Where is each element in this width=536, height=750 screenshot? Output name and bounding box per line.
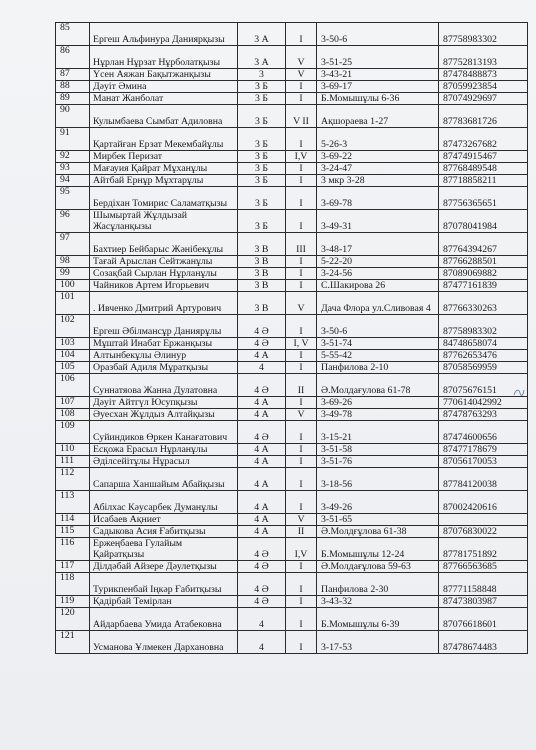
phone-number-cell: 87059923854 <box>439 81 528 93</box>
student-name-cell: Мирбек Перизат <box>90 151 238 163</box>
phone-number-cell: 87718858211 <box>439 175 528 187</box>
phone-number-cell: 87473267682 <box>439 128 528 151</box>
table-row <box>56 268 528 280</box>
shift-cell: I,V <box>286 151 317 163</box>
row-number-cell: 93 <box>56 163 90 175</box>
student-name-cell: Дәуіт Айтгүл Юсупқызы <box>90 397 238 409</box>
table-row <box>56 292 528 315</box>
table-row <box>56 468 528 491</box>
table-row <box>56 538 528 561</box>
table-row <box>56 374 528 397</box>
address-cell: 3-51-25 <box>317 46 439 69</box>
class-name-cell: 4 А <box>238 491 286 514</box>
class-name-cell: 4 Ә <box>238 573 286 596</box>
address-cell: 3-51-65 <box>317 514 439 526</box>
table-row <box>56 526 528 538</box>
phone-number-cell: 87766330263 <box>439 292 528 315</box>
student-name-cell: Алтынбекұлы Әлинур <box>90 350 238 362</box>
shift-cell: V <box>286 69 317 81</box>
phone-number-cell: 87771158848 <box>439 573 528 596</box>
address-cell: 3-69-22 <box>317 151 439 163</box>
student-name-cell: Шымыртай Жұлдызай Жасұланқызы <box>90 210 238 233</box>
address-cell: 3-48-17 <box>317 233 439 256</box>
phone-number-cell: 87762653476 <box>439 350 528 362</box>
row-number-cell: 107 <box>56 397 90 409</box>
row-number-cell: 111 <box>56 456 90 468</box>
shift-cell: I <box>286 256 317 268</box>
table-row <box>56 128 528 151</box>
shift-cell: V <box>286 46 317 69</box>
class-name-cell: 4 Ә <box>238 421 286 444</box>
shift-cell: I <box>286 210 317 233</box>
class-name-cell: 3 В <box>238 268 286 280</box>
row-number-cell: 109 <box>56 421 90 444</box>
student-name-cell: Суннатяова Жанна Дулатовна <box>90 374 238 397</box>
class-name-cell: 3 А <box>238 46 286 69</box>
address-cell: 3-69-78 <box>317 187 439 210</box>
table-row <box>56 338 528 350</box>
shift-cell: I <box>286 596 317 608</box>
table-row <box>56 23 528 46</box>
address-cell: 3-49-78 <box>317 409 439 421</box>
student-name-cell: Ділдәбай Айзере Дәулетқызы <box>90 561 238 573</box>
table-row <box>56 69 528 81</box>
shift-cell: I <box>286 268 317 280</box>
table-row <box>56 46 528 69</box>
address-cell: 3-24-47 <box>317 163 439 175</box>
shift-cell: I <box>286 81 317 93</box>
row-number-cell: 97 <box>56 233 90 256</box>
student-name-cell: Созақбай Сырлан Нұрланұлы <box>90 268 238 280</box>
row-number-cell: 103 <box>56 338 90 350</box>
address-cell: Ә.Молдағулова 61-78 <box>317 374 439 397</box>
class-name-cell: 3 Б <box>238 93 286 105</box>
table-row <box>56 210 528 233</box>
shift-cell: I <box>286 362 317 374</box>
address-cell: 3-43-32 <box>317 596 439 608</box>
phone-number-cell: 87758983302 <box>439 315 528 338</box>
class-name-cell: 3 Б <box>238 163 286 175</box>
row-number-cell: 88 <box>56 81 90 93</box>
shift-cell: I <box>286 163 317 175</box>
shift-cell: V <box>286 409 317 421</box>
address-cell: 3-51-74 <box>317 338 439 350</box>
row-number-cell: 91 <box>56 128 90 151</box>
phone-number-cell: 87076618601 <box>439 608 528 631</box>
shift-cell: I <box>286 280 317 292</box>
shift-cell: III <box>286 233 317 256</box>
row-number-cell: 90 <box>56 105 90 128</box>
class-name-cell: 4 А <box>238 397 286 409</box>
student-name-cell: Сапарша Ханшайым Абайқызы <box>90 468 238 491</box>
shift-cell: II <box>286 374 317 397</box>
phone-number-cell: 770614042992 <box>439 397 528 409</box>
phone-number-cell: 87474600656 <box>439 421 528 444</box>
phone-number-cell: 87474915467 <box>439 151 528 163</box>
row-number-cell: 106 <box>56 374 90 397</box>
phone-number-cell: 87478488873 <box>439 69 528 81</box>
phone-number-cell: 87478674483 <box>439 631 528 654</box>
class-name-cell: 3 Б <box>238 81 286 93</box>
class-name-cell: 3 Б <box>238 128 286 151</box>
table-row <box>56 163 528 175</box>
class-name-cell: 4 А <box>238 526 286 538</box>
address-cell: Б.Момышұлы 12-24 <box>317 538 439 561</box>
table-row <box>56 456 528 468</box>
pen-mark <box>512 386 526 398</box>
student-roster-table <box>55 22 528 654</box>
class-name-cell: 4 Ә <box>238 561 286 573</box>
table-row <box>56 421 528 444</box>
address-cell: Б.Момышұлы 6-39 <box>317 608 439 631</box>
student-name-cell: Нұрлан Нұрзат Нұрболатқызы <box>90 46 238 69</box>
address-cell: 5-55-42 <box>317 350 439 362</box>
phone-number-cell: 87056170053 <box>439 456 528 468</box>
address-cell: Панфилова 2-10 <box>317 362 439 374</box>
shift-cell: I <box>286 444 317 456</box>
student-name-cell: Дәуіт Әмина <box>90 81 238 93</box>
student-name-cell: Қартайған Ерзат Мекембайұлы <box>90 128 238 151</box>
phone-number-cell: 87783681726 <box>439 105 528 128</box>
address-cell: Б.Момышұлы 6-36 <box>317 93 439 105</box>
address-cell: Ақшораева 1-27 <box>317 105 439 128</box>
shift-cell: I <box>286 187 317 210</box>
address-cell: 3-18-56 <box>317 468 439 491</box>
shift-cell: I <box>286 456 317 468</box>
phone-number-cell: 87089069882 <box>439 268 528 280</box>
shift-cell: I <box>286 491 317 514</box>
table-row <box>56 444 528 456</box>
shift-cell: II <box>286 526 317 538</box>
row-number-cell: 117 <box>56 561 90 573</box>
student-name-cell: Ергеш Альфинура Даниярқызы <box>90 23 238 46</box>
address-cell: 3-24-56 <box>317 268 439 280</box>
phone-number-cell: 87756365651 <box>439 187 528 210</box>
address-cell: 3-50-6 <box>317 23 439 46</box>
phone-number-cell: 87766288501 <box>439 256 528 268</box>
shift-cell: I <box>286 128 317 151</box>
row-number-cell: 108 <box>56 409 90 421</box>
class-name-cell: 4 А <box>238 409 286 421</box>
phone-number-cell: 87076830022 <box>439 526 528 538</box>
student-name-cell: Манат Жанболат <box>90 93 238 105</box>
class-name-cell: 4 Ә <box>238 338 286 350</box>
table-row <box>56 81 528 93</box>
student-name-cell: Есқожа Ерасыл Нұрланұлы <box>90 444 238 456</box>
table-row <box>56 315 528 338</box>
student-name-cell: Айтбай Ернұр Мұхтарұлы <box>90 175 238 187</box>
student-name-cell: Абілхас Кәусарбек Думанұлы <box>90 491 238 514</box>
row-number-cell: 100 <box>56 280 90 292</box>
student-name-cell: Бахтиер Бейбарыс Жәнібекұлы <box>90 233 238 256</box>
table-row <box>56 105 528 128</box>
student-name-cell: Кулымбаева Сымбат Адиловна <box>90 105 238 128</box>
class-name-cell: 3 Б <box>238 175 286 187</box>
shift-cell: V <box>286 292 317 315</box>
student-name-cell: Чайников Артем Игорьевич <box>90 280 238 292</box>
address-cell: 3-43-21 <box>317 69 439 81</box>
table-row <box>56 280 528 292</box>
shift-cell: I <box>286 608 317 631</box>
class-name-cell: 3 Б <box>238 210 286 233</box>
shift-cell: I, V <box>286 338 317 350</box>
row-number-cell: 120 <box>56 608 90 631</box>
student-name-cell: Усманова Ұлмекен Дархановна <box>90 631 238 654</box>
address-cell: 3-51-58 <box>317 444 439 456</box>
table-row <box>56 151 528 163</box>
shift-cell: I <box>286 175 317 187</box>
row-number-cell: 85 <box>56 23 90 46</box>
class-name-cell: 4 Ә <box>238 596 286 608</box>
class-name-cell: 4 А <box>238 468 286 491</box>
student-name-cell: Турикпенбай Іңкәр Ғабитқызы <box>90 573 238 596</box>
student-name-cell: Ергеш Әбілмансұр Даниярұлы <box>90 315 238 338</box>
table-row <box>56 608 528 631</box>
row-number-cell: 95 <box>56 187 90 210</box>
row-number-cell: 98 <box>56 256 90 268</box>
student-name-cell: Оразбай Адиля Мұратқызы <box>90 362 238 374</box>
address-cell: 3-51-76 <box>317 456 439 468</box>
table-row <box>56 561 528 573</box>
row-number-cell: 96 <box>56 210 90 233</box>
address-cell: Ә.Молдағұлова 59-63 <box>317 561 439 573</box>
student-name-cell: . Ивченко Дмитрий Артурович <box>90 292 238 315</box>
phone-number-cell: 87002420616 <box>439 491 528 514</box>
row-number-cell: 87 <box>56 69 90 81</box>
address-cell: 3-17-53 <box>317 631 439 654</box>
table-row <box>56 409 528 421</box>
roster-body <box>56 23 528 654</box>
class-name-cell: 4 А <box>238 456 286 468</box>
table-row <box>56 187 528 210</box>
row-number-cell: 113 <box>56 491 90 514</box>
shift-cell: I <box>286 421 317 444</box>
row-number-cell: 116 <box>56 538 90 561</box>
class-name-cell: 4 <box>238 608 286 631</box>
class-name-cell: 3 Б <box>238 105 286 128</box>
student-name-cell: Мағауия Қайрат Мұханұлы <box>90 163 238 175</box>
student-name-cell: Әділсейітұлы Нұрасыл <box>90 456 238 468</box>
class-name-cell: 4 <box>238 362 286 374</box>
class-name-cell: 4 Ә <box>238 315 286 338</box>
phone-number-cell: 87058569959 <box>439 362 528 374</box>
row-number-cell: 94 <box>56 175 90 187</box>
table-row <box>56 175 528 187</box>
shift-cell: V <box>286 514 317 526</box>
class-name-cell: 3 Б <box>238 187 286 210</box>
row-number-cell: 112 <box>56 468 90 491</box>
table-row <box>56 491 528 514</box>
student-name-cell: Айдарбаева Умида Атабековна <box>90 608 238 631</box>
shift-cell: I <box>286 93 317 105</box>
shift-cell: I <box>286 573 317 596</box>
address-cell: Ә.Молдғұлова 61-38 <box>317 526 439 538</box>
student-name-cell: Үсен Аяжан Бақытжанқызы <box>90 69 238 81</box>
class-name-cell: 3 В <box>238 256 286 268</box>
table-row <box>56 573 528 596</box>
shift-cell: I <box>286 23 317 46</box>
row-number-cell: 101 <box>56 292 90 315</box>
shift-cell: I <box>286 397 317 409</box>
row-number-cell: 119 <box>56 596 90 608</box>
class-name-cell: 3 <box>238 69 286 81</box>
class-name-cell: 4 А <box>238 514 286 526</box>
shift-cell: I <box>286 315 317 338</box>
phone-number-cell: 84748658074 <box>439 338 528 350</box>
address-cell: Дача Флора ул.Сливовая 4 <box>317 292 439 315</box>
student-name-cell: Әуесхан Жұлдыз Алтайқызы <box>90 409 238 421</box>
phone-number-cell <box>439 514 528 526</box>
table-row <box>56 596 528 608</box>
table-row <box>56 397 528 409</box>
class-name-cell: 4 А <box>238 444 286 456</box>
address-cell: 5-22-20 <box>317 256 439 268</box>
row-number-cell: 105 <box>56 362 90 374</box>
phone-number-cell: 87473803987 <box>439 596 528 608</box>
row-number-cell: 115 <box>56 526 90 538</box>
class-name-cell: 4 <box>238 631 286 654</box>
class-name-cell: 3 В <box>238 233 286 256</box>
class-name-cell: 4 А <box>238 350 286 362</box>
address-cell: 3-50-6 <box>317 315 439 338</box>
phone-number-cell: 87758983302 <box>439 23 528 46</box>
row-number-cell: 89 <box>56 93 90 105</box>
address-cell: 3 мкр 3-28 <box>317 175 439 187</box>
address-cell: 3-15-21 <box>317 421 439 444</box>
phone-number-cell: 87477178679 <box>439 444 528 456</box>
address-cell: 3-69-26 <box>317 397 439 409</box>
address-cell: 3-69-17 <box>317 81 439 93</box>
row-number-cell: 104 <box>56 350 90 362</box>
class-name-cell: 3 В <box>238 292 286 315</box>
shift-cell: I <box>286 468 317 491</box>
table-row <box>56 350 528 362</box>
student-name-cell: Бердіхан Томирис Саламатқызы <box>90 187 238 210</box>
student-name-cell: Исабаев Ақниет <box>90 514 238 526</box>
address-cell: 3-49-26 <box>317 491 439 514</box>
class-name-cell: 4 Ә <box>238 374 286 397</box>
address-cell: С.Шакирова 26 <box>317 280 439 292</box>
phone-number-cell: 87477161839 <box>439 280 528 292</box>
table-row <box>56 93 528 105</box>
phone-number-cell: 87781751892 <box>439 538 528 561</box>
row-number-cell: 99 <box>56 268 90 280</box>
class-name-cell: 3 Б <box>238 151 286 163</box>
row-number-cell: 102 <box>56 315 90 338</box>
student-name-cell: Садыкова Асия Ғабитқызы <box>90 526 238 538</box>
address-cell: 3-49-31 <box>317 210 439 233</box>
table-row <box>56 514 528 526</box>
class-name-cell: 4 Ә <box>238 538 286 561</box>
phone-number-cell: 87075676151 <box>439 374 528 397</box>
row-number-cell: 110 <box>56 444 90 456</box>
student-name-cell: Суйиндиков Өркен Канағатович <box>90 421 238 444</box>
student-name-cell: Мұштай Инабат Ержанқызы <box>90 338 238 350</box>
address-cell: 5-26-3 <box>317 128 439 151</box>
row-number-cell: 86 <box>56 46 90 69</box>
phone-number-cell: 87478763293 <box>439 409 528 421</box>
phone-number-cell: 87766563685 <box>439 561 528 573</box>
row-number-cell: 118 <box>56 573 90 596</box>
shift-cell: I <box>286 350 317 362</box>
student-name-cell: Ержеңбаева Гулайым Қайратқызы <box>90 538 238 561</box>
student-name-cell: Тағай Арыслан Сейтжанұлы <box>90 256 238 268</box>
phone-number-cell: 87752813193 <box>439 46 528 69</box>
shift-cell: I <box>286 631 317 654</box>
shift-cell: I <box>286 561 317 573</box>
shift-cell: I,V <box>286 538 317 561</box>
phone-number-cell: 87764394267 <box>439 233 528 256</box>
table-row <box>56 362 528 374</box>
row-number-cell: 114 <box>56 514 90 526</box>
table-row <box>56 233 528 256</box>
table-row <box>56 256 528 268</box>
table-row <box>56 631 528 654</box>
class-name-cell: 3 В <box>238 280 286 292</box>
phone-number-cell: 87784120038 <box>439 468 528 491</box>
class-name-cell: 3 А <box>238 23 286 46</box>
address-cell: Панфилова 2-30 <box>317 573 439 596</box>
student-name-cell: Қадірбай Темірлан <box>90 596 238 608</box>
phone-number-cell: 87074929697 <box>439 93 528 105</box>
phone-number-cell: 87078041984 <box>439 210 528 233</box>
phone-number-cell: 87768489548 <box>439 163 528 175</box>
row-number-cell: 92 <box>56 151 90 163</box>
shift-cell: V II <box>286 105 317 128</box>
row-number-cell: 121 <box>56 631 90 654</box>
